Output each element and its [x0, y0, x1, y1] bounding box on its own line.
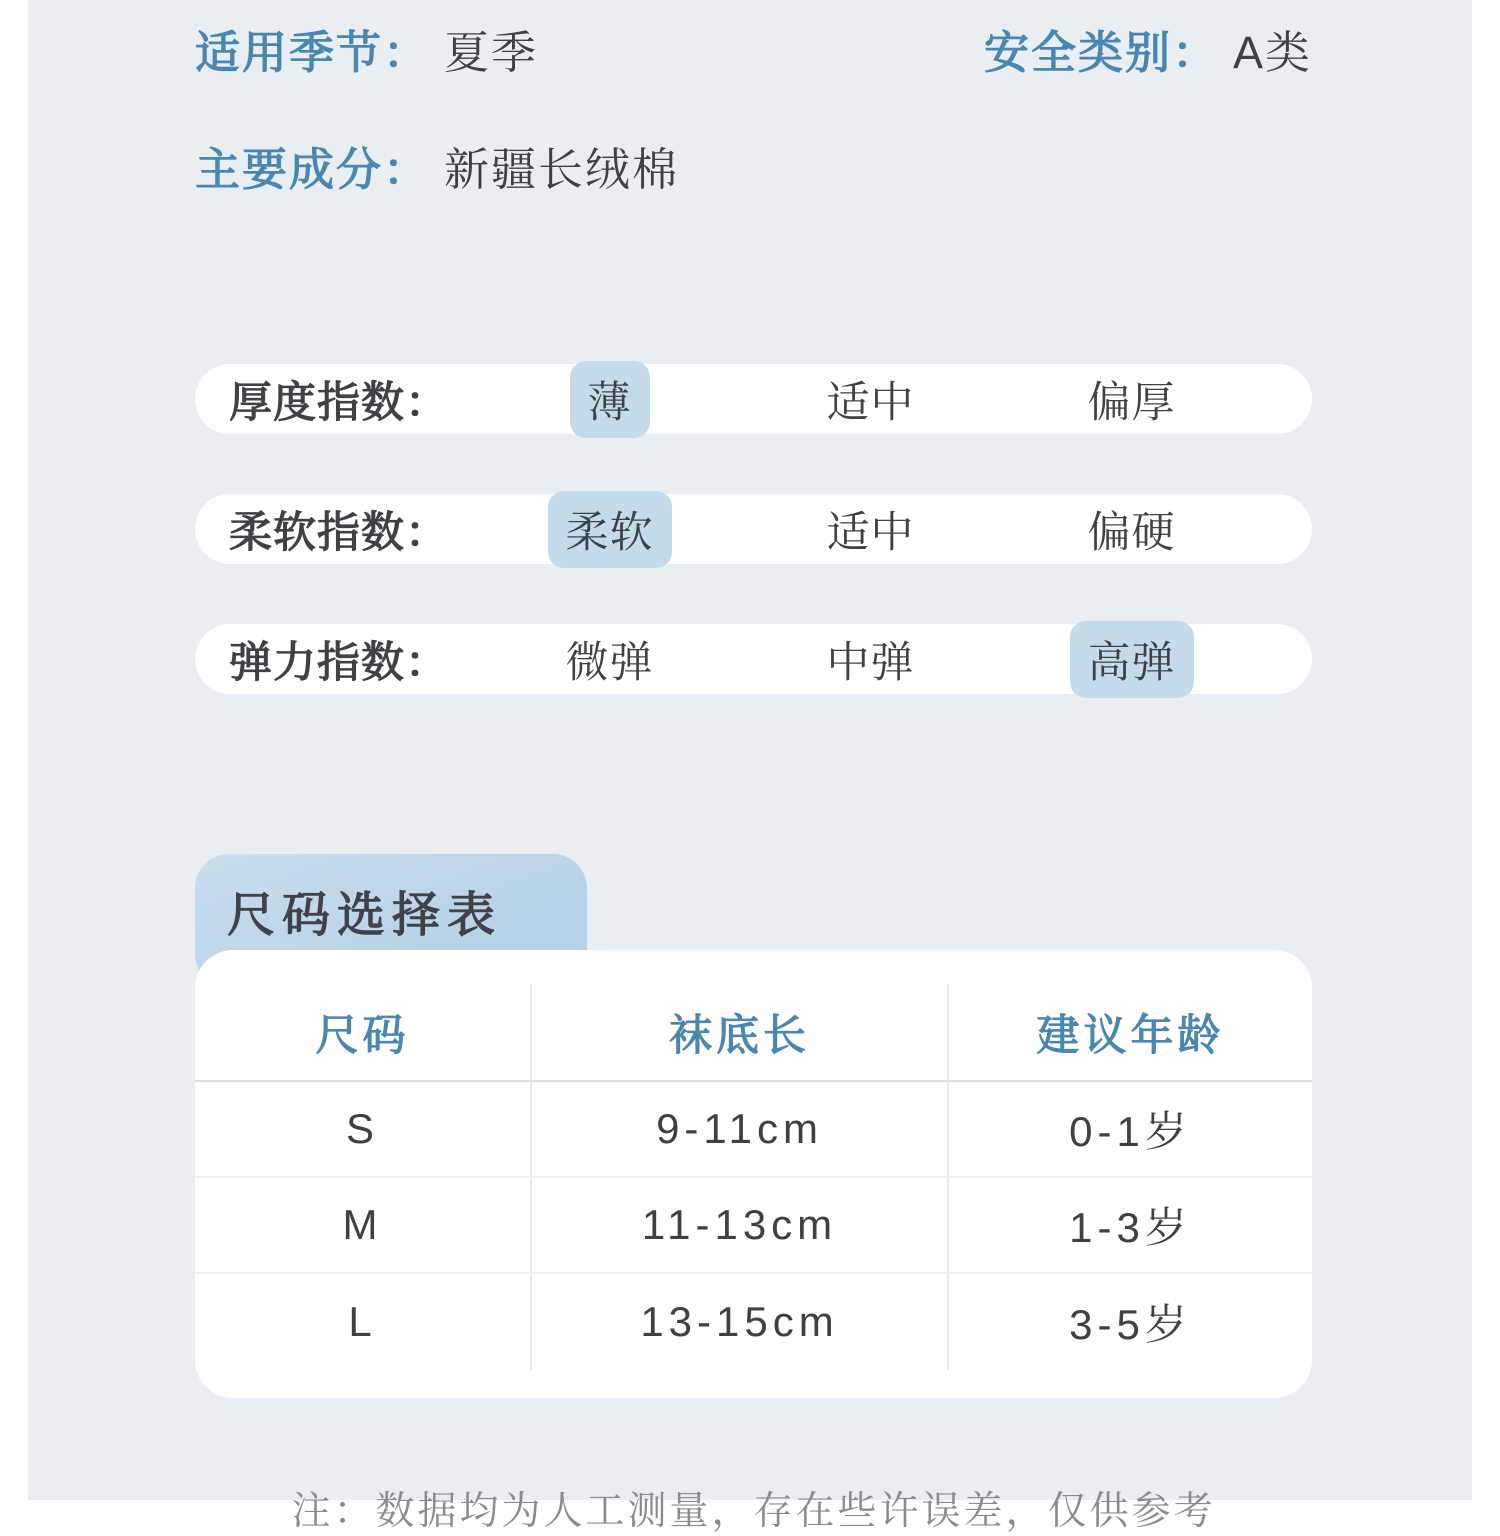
- spec-row-2: [195, 133, 1312, 198]
- size-table-title: 尺码选择表: [227, 889, 503, 942]
- table-cell-length-m: 11-13cm: [530, 1178, 949, 1274]
- softness-option-hard: 偏硬: [1087, 508, 1176, 557]
- table-cell-size-l: L: [348, 1298, 377, 1345]
- thickness-option-thin: 薄: [570, 361, 650, 438]
- table-cell-size-s: S: [195, 1082, 530, 1178]
- measurement-note: 注：数据均为人工测量，存在些许误差，仅供参考: [291, 1490, 1216, 1533]
- size-table-section: [195, 854, 1312, 1398]
- spec-row-1: [195, 16, 1312, 81]
- elasticity-option-slight: 微弹: [565, 638, 654, 687]
- elasticity-index-label: 弹力指数：: [229, 638, 449, 687]
- softness-index-label: 柔软指数：: [229, 508, 449, 557]
- size-table-card: [195, 950, 1312, 1398]
- elasticity-option-medium: 中弹: [826, 638, 915, 687]
- content-area: [195, 0, 1312, 1536]
- table-cell-length-s: 9-11cm: [530, 1082, 949, 1178]
- page-background: [28, 0, 1472, 1533]
- table-header-sole-length: 袜底长: [530, 984, 949, 1080]
- softness-option-soft: 柔软: [548, 491, 672, 568]
- spec-season-value: 夏季: [444, 27, 539, 78]
- size-table: [195, 984, 1312, 1370]
- index-bars: [195, 364, 1312, 694]
- spec-safety: [984, 16, 1312, 81]
- spec-safety-value: A类: [1232, 27, 1312, 78]
- spec-season: [195, 16, 538, 81]
- elasticity-option-high: 高弹: [1070, 621, 1194, 698]
- table-cell-age-s: 0-1岁: [949, 1082, 1312, 1178]
- softness-option-medium: 适中: [826, 508, 915, 557]
- spec-material-value: 新疆长绒棉: [444, 144, 680, 195]
- softness-index-bar: [195, 494, 1312, 564]
- thickness-option-thick: 偏厚: [1087, 378, 1176, 427]
- table-cell-age-m: 1-3岁: [949, 1178, 1312, 1274]
- spec-season-label: 适用季节：: [195, 27, 431, 78]
- spec-material-label: 主要成分：: [195, 144, 431, 195]
- table-cell-age-l: 3-5岁: [1069, 1301, 1192, 1348]
- spec-material: [195, 133, 679, 198]
- thickness-index-bar: [195, 364, 1312, 434]
- spec-safety-label: 安全类别：: [983, 27, 1219, 78]
- table-header-age: 建议年龄: [1036, 1011, 1225, 1060]
- table-header-size: 尺码: [315, 1011, 410, 1060]
- elasticity-index-bar: [195, 624, 1312, 694]
- table-cell-length-l: 13-15cm: [530, 1274, 949, 1370]
- table-cell-size-m: M: [195, 1178, 530, 1274]
- thickness-index-label: 厚度指数：: [229, 378, 449, 427]
- thickness-option-medium: 适中: [826, 378, 915, 427]
